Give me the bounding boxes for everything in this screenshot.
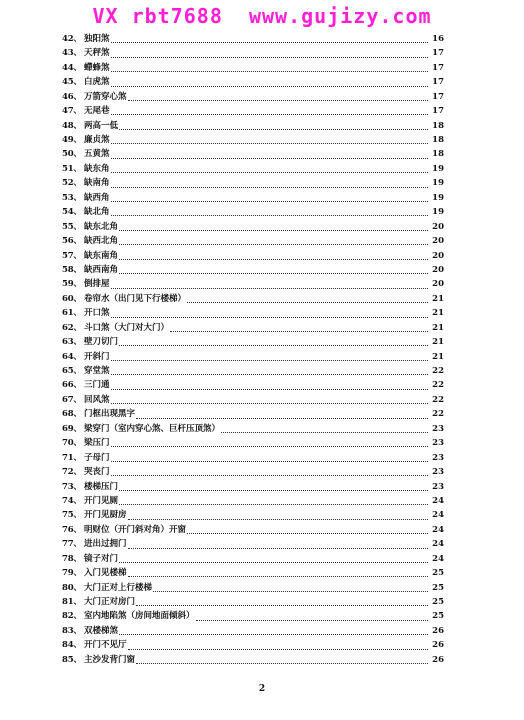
toc-entry-number: 59、 bbox=[62, 279, 82, 290]
toc-entry bbox=[62, 436, 444, 450]
toc-entry-page: 23 bbox=[432, 481, 444, 492]
toc-entry bbox=[62, 234, 444, 248]
dot-leader bbox=[136, 662, 428, 664]
dot-leader bbox=[128, 575, 428, 577]
toc-entry-number: 51、 bbox=[62, 163, 82, 174]
toc-entry-page: 17 bbox=[432, 62, 444, 73]
toc-entry-title: 壁刀切门 bbox=[84, 337, 119, 348]
dot-leader bbox=[111, 316, 428, 318]
toc-entry bbox=[62, 119, 444, 133]
toc-entry bbox=[62, 75, 444, 89]
dot-leader bbox=[111, 186, 428, 188]
toc-entry bbox=[62, 306, 444, 320]
toc-entry-number: 42、 bbox=[62, 33, 82, 44]
toc-entry-title: 万箭穿心煞 bbox=[84, 91, 127, 102]
dot-leader bbox=[111, 70, 428, 72]
toc-entry-title: 两高一低 bbox=[84, 120, 119, 131]
toc-entry-number: 70、 bbox=[62, 438, 82, 449]
toc-entry-page: 23 bbox=[432, 452, 444, 463]
dot-leader bbox=[153, 590, 428, 592]
toc-entry-number: 74、 bbox=[62, 495, 82, 506]
toc-entry-page: 24 bbox=[432, 510, 444, 521]
toc-entry-title: 梁穿门（室内穿心煞、巨杆压顶煞） bbox=[84, 423, 221, 434]
toc-entry bbox=[62, 610, 444, 624]
toc-entry-number: 47、 bbox=[62, 106, 82, 117]
toc-entry bbox=[62, 350, 444, 364]
toc-entry-page: 23 bbox=[432, 467, 444, 478]
toc-entry-number: 46、 bbox=[62, 91, 82, 102]
toc-entry-title: 哭丧门 bbox=[84, 467, 110, 478]
toc-entry-page: 18 bbox=[432, 149, 444, 160]
toc-entry-page: 21 bbox=[432, 351, 444, 362]
dot-leader bbox=[187, 301, 428, 303]
toc-entry-page: 19 bbox=[432, 178, 444, 189]
toc-entry bbox=[62, 465, 444, 479]
toc-entry-number: 67、 bbox=[62, 394, 82, 405]
toc-entry bbox=[62, 393, 444, 407]
toc-entry bbox=[62, 292, 444, 306]
toc-entry-title: 穿堂煞 bbox=[84, 366, 110, 377]
dot-leader bbox=[119, 229, 428, 231]
toc-entry-title: 镜子对门 bbox=[84, 553, 119, 564]
toc-entry-title: 斗口煞（大门对大门） bbox=[84, 322, 170, 333]
dot-leader bbox=[119, 272, 428, 274]
table-of-contents bbox=[62, 32, 444, 667]
toc-entry-number: 77、 bbox=[62, 539, 82, 550]
toc-entry-title: 白虎煞 bbox=[84, 77, 110, 88]
toc-entry bbox=[62, 638, 444, 652]
toc-entry-page: 22 bbox=[432, 409, 444, 420]
toc-entry-page: 16 bbox=[432, 33, 444, 44]
toc-entry-number: 78、 bbox=[62, 553, 82, 564]
toc-entry bbox=[62, 220, 444, 234]
toc-entry-page: 24 bbox=[432, 524, 444, 535]
toc-entry-number: 64、 bbox=[62, 351, 82, 362]
toc-entry bbox=[62, 148, 444, 162]
toc-entry-number: 44、 bbox=[62, 62, 82, 73]
toc-entry-page: 23 bbox=[432, 423, 444, 434]
toc-entry-number: 49、 bbox=[62, 135, 82, 146]
dot-leader bbox=[128, 518, 428, 520]
toc-entry-page: 22 bbox=[432, 380, 444, 391]
toc-entry-page: 25 bbox=[432, 568, 444, 579]
toc-entry bbox=[62, 595, 444, 609]
toc-entry-title: 开口煞 bbox=[84, 308, 110, 319]
dot-leader bbox=[111, 402, 428, 404]
toc-entry bbox=[62, 523, 444, 537]
toc-entry-title: 室内地陷煞（房间地面倾斜） bbox=[84, 611, 195, 622]
dot-leader bbox=[170, 330, 428, 332]
toc-entry bbox=[62, 566, 444, 580]
toc-entry-title: 天秤煞 bbox=[84, 48, 110, 59]
toc-entry-number: 69、 bbox=[62, 423, 82, 434]
dot-leader bbox=[119, 128, 428, 130]
dot-leader bbox=[128, 547, 428, 549]
toc-entry bbox=[62, 480, 444, 494]
toc-entry bbox=[62, 335, 444, 349]
dot-leader bbox=[128, 99, 428, 101]
toc-entry-title: 缺东南角 bbox=[84, 250, 119, 261]
toc-entry bbox=[62, 653, 444, 667]
dot-leader bbox=[111, 359, 428, 361]
toc-entry-title: 倒排屋 bbox=[84, 279, 110, 290]
toc-entry-title: 子母门 bbox=[84, 452, 110, 463]
toc-entry bbox=[62, 552, 444, 566]
dot-leader bbox=[111, 56, 428, 58]
dot-leader bbox=[119, 561, 428, 563]
toc-entry-page: 19 bbox=[432, 163, 444, 174]
toc-entry bbox=[62, 364, 444, 378]
toc-entry-page: 18 bbox=[432, 120, 444, 131]
toc-entry-title: 门框出现黑字 bbox=[84, 409, 136, 420]
toc-entry-title: 楼梯压门 bbox=[84, 481, 119, 492]
toc-entry-number: 50、 bbox=[62, 149, 82, 160]
toc-entry-title: 螮蜂煞 bbox=[84, 62, 110, 73]
toc-entry-title: 缺北角 bbox=[84, 207, 110, 218]
page-number: 2 bbox=[258, 684, 266, 694]
toc-entry-page: 26 bbox=[432, 625, 444, 636]
toc-entry-title: 缺东角 bbox=[84, 163, 110, 174]
toc-entry-page: 21 bbox=[432, 337, 444, 348]
dot-leader bbox=[111, 373, 428, 375]
dot-leader bbox=[119, 258, 428, 260]
toc-entry bbox=[62, 104, 444, 118]
toc-entry-number: 66、 bbox=[62, 380, 82, 391]
dot-leader bbox=[111, 474, 428, 476]
toc-entry-title: 开门见厨房 bbox=[84, 510, 127, 521]
toc-entry bbox=[62, 494, 444, 508]
dot-leader bbox=[119, 243, 428, 245]
toc-entry-page: 24 bbox=[432, 553, 444, 564]
toc-entry-number: 60、 bbox=[62, 293, 82, 304]
toc-entry-page: 26 bbox=[432, 640, 444, 651]
toc-entry-page: 21 bbox=[432, 322, 444, 333]
toc-entry-title: 缺西南角 bbox=[84, 264, 119, 275]
toc-entry-number: 79、 bbox=[62, 568, 82, 579]
toc-entry-number: 52、 bbox=[62, 178, 82, 189]
toc-entry-page: 25 bbox=[432, 597, 444, 608]
toc-entry-number: 48、 bbox=[62, 120, 82, 131]
toc-entry-number: 58、 bbox=[62, 264, 82, 275]
dot-leader bbox=[119, 503, 428, 505]
dot-leader bbox=[111, 113, 428, 115]
toc-entry bbox=[62, 277, 444, 291]
toc-entry-number: 73、 bbox=[62, 481, 82, 492]
toc-entry-page: 25 bbox=[432, 582, 444, 593]
toc-entry-page: 23 bbox=[432, 438, 444, 449]
toc-entry-number: 81、 bbox=[62, 597, 82, 608]
toc-entry-title: 卷帘水（出门见下行楼梯） bbox=[84, 293, 187, 304]
toc-entry-title: 开门不见厅 bbox=[84, 640, 127, 651]
toc-entry-title: 缺南角 bbox=[84, 178, 110, 189]
toc-entry bbox=[62, 133, 444, 147]
toc-entry-number: 84、 bbox=[62, 640, 82, 651]
toc-entry-number: 53、 bbox=[62, 192, 82, 203]
toc-entry bbox=[62, 249, 444, 263]
toc-entry bbox=[62, 90, 444, 104]
toc-entry-number: 62、 bbox=[62, 322, 82, 333]
toc-entry bbox=[62, 321, 444, 335]
dot-leader bbox=[196, 619, 428, 621]
toc-entry-number: 65、 bbox=[62, 366, 82, 377]
toc-entry bbox=[62, 263, 444, 277]
toc-entry bbox=[62, 624, 444, 638]
dot-leader bbox=[119, 344, 428, 346]
toc-entry-number: 56、 bbox=[62, 236, 82, 247]
toc-entry bbox=[62, 205, 444, 219]
dot-leader bbox=[111, 388, 428, 390]
toc-entry-title: 缺西北角 bbox=[84, 236, 119, 247]
toc-entry-title: 双楼梯煞 bbox=[84, 625, 119, 636]
dot-leader bbox=[111, 287, 428, 289]
dot-leader bbox=[111, 445, 428, 447]
toc-entry-number: 61、 bbox=[62, 308, 82, 319]
toc-entry-page: 26 bbox=[432, 654, 444, 665]
toc-entry-number: 85、 bbox=[62, 654, 82, 665]
toc-entry-page: 21 bbox=[432, 293, 444, 304]
toc-entry bbox=[62, 162, 444, 176]
toc-entry-number: 57、 bbox=[62, 250, 82, 261]
toc-entry-number: 45、 bbox=[62, 77, 82, 88]
toc-entry-page: 20 bbox=[432, 250, 444, 261]
toc-entry bbox=[62, 46, 444, 60]
toc-entry bbox=[62, 537, 444, 551]
toc-entry-page: 17 bbox=[432, 106, 444, 117]
toc-entry-title: 主沙发背门窗 bbox=[84, 654, 136, 665]
toc-entry-page: 20 bbox=[432, 221, 444, 232]
toc-entry-page: 18 bbox=[432, 135, 444, 146]
dot-leader bbox=[111, 85, 428, 87]
toc-entry-page: 19 bbox=[432, 207, 444, 218]
dot-leader bbox=[187, 532, 428, 534]
toc-entry bbox=[62, 407, 444, 421]
dot-leader bbox=[111, 157, 428, 159]
dot-leader bbox=[111, 171, 428, 173]
toc-entry bbox=[62, 508, 444, 522]
toc-entry-title: 梁压门 bbox=[84, 438, 110, 449]
toc-entry-page: 19 bbox=[432, 192, 444, 203]
dot-leader bbox=[111, 142, 428, 144]
dot-leader bbox=[119, 633, 428, 635]
toc-entry-title: 廉贞煞 bbox=[84, 135, 110, 146]
toc-entry bbox=[62, 451, 444, 465]
toc-entry-page: 20 bbox=[432, 279, 444, 290]
toc-entry-title: 入门见楼梯 bbox=[84, 568, 127, 579]
toc-entry-page: 17 bbox=[432, 48, 444, 59]
toc-entry-title: 五黄煞 bbox=[84, 149, 110, 160]
toc-entry-title: 缺东北角 bbox=[84, 221, 119, 232]
toc-entry-title: 开斜门 bbox=[84, 351, 110, 362]
toc-entry-page: 24 bbox=[432, 539, 444, 550]
dot-leader bbox=[119, 489, 428, 491]
toc-entry bbox=[62, 581, 444, 595]
toc-entry bbox=[62, 176, 444, 190]
toc-entry-number: 71、 bbox=[62, 452, 82, 463]
dot-leader bbox=[111, 214, 428, 216]
toc-entry-number: 43、 bbox=[62, 48, 82, 59]
toc-entry-number: 80、 bbox=[62, 582, 82, 593]
toc-entry-number: 72、 bbox=[62, 467, 82, 478]
toc-entry-page: 24 bbox=[432, 495, 444, 506]
toc-entry-page: 20 bbox=[432, 236, 444, 247]
toc-entry-page: 25 bbox=[432, 611, 444, 622]
toc-entry bbox=[62, 61, 444, 75]
toc-entry-title: 开门见厕 bbox=[84, 495, 119, 506]
toc-entry bbox=[62, 191, 444, 205]
toc-entry-page: 22 bbox=[432, 366, 444, 377]
toc-entry-title: 缺西角 bbox=[84, 192, 110, 203]
toc-entry bbox=[62, 379, 444, 393]
toc-entry-title: 明财位（开门斜对角）开窗 bbox=[84, 524, 187, 535]
dot-leader bbox=[128, 648, 428, 650]
toc-entry-number: 55、 bbox=[62, 221, 82, 232]
toc-entry-title: 大门正对上行楼梯 bbox=[84, 582, 153, 593]
watermark-text: VX rbt7688 www.gujizy.com bbox=[92, 4, 432, 28]
toc-entry-title: 无尾巷 bbox=[84, 106, 110, 117]
toc-entry-title: 回风煞 bbox=[84, 394, 110, 405]
toc-entry-number: 75、 bbox=[62, 510, 82, 521]
toc-entry-page: 17 bbox=[432, 77, 444, 88]
toc-entry-page: 22 bbox=[432, 394, 444, 405]
toc-entry-number: 68、 bbox=[62, 409, 82, 420]
toc-entry-number: 76、 bbox=[62, 524, 82, 535]
toc-entry-number: 63、 bbox=[62, 337, 82, 348]
dot-leader bbox=[111, 460, 428, 462]
toc-entry-page: 20 bbox=[432, 264, 444, 275]
toc-entry-page: 17 bbox=[432, 91, 444, 102]
dot-leader bbox=[111, 41, 428, 43]
toc-entry bbox=[62, 422, 444, 436]
toc-entry bbox=[62, 32, 444, 46]
toc-entry-title: 独阳煞 bbox=[84, 33, 110, 44]
dot-leader bbox=[111, 200, 428, 202]
toc-entry-number: 82、 bbox=[62, 611, 82, 622]
toc-entry-number: 54、 bbox=[62, 207, 82, 218]
toc-entry-page: 21 bbox=[432, 308, 444, 319]
toc-entry-title: 三门通 bbox=[84, 380, 110, 391]
toc-entry-number: 83、 bbox=[62, 625, 82, 636]
dot-leader bbox=[136, 417, 428, 419]
dot-leader bbox=[221, 431, 428, 433]
toc-entry-title: 进出过拥门 bbox=[84, 539, 127, 550]
dot-leader bbox=[136, 604, 428, 606]
toc-entry-title: 大门正对房门 bbox=[84, 597, 136, 608]
